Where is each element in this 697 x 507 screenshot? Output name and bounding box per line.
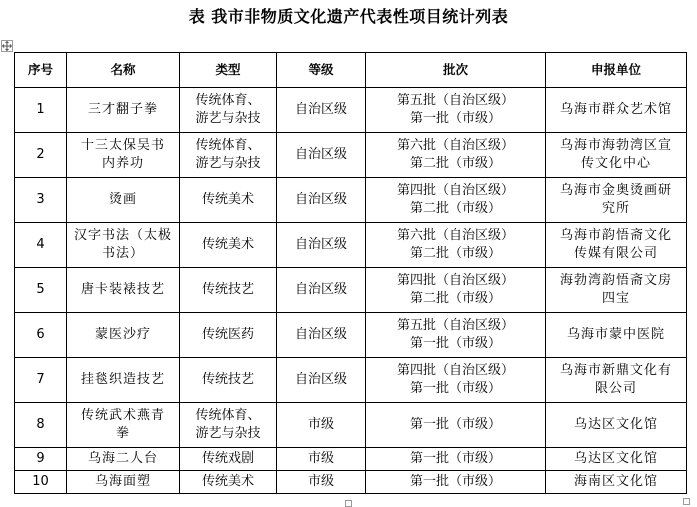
cell-name[interactable] [67, 268, 180, 313]
cell-name-line: 蒙医沙疗 [94, 327, 151, 342]
cell-name-line: 汉字书法（太极 [73, 228, 172, 243]
cell-unit-line: 传文化中心 [580, 156, 651, 171]
cell-name-line: 三才翻子拳 [87, 102, 158, 117]
cell-type[interactable] [180, 268, 277, 313]
cell-unit-line: 乌海市韵悟斋文化 [559, 228, 672, 243]
header-index: 序号 [15, 53, 67, 88]
cell-unit[interactable] [546, 403, 687, 448]
cell-level[interactable]: 自治区级 [277, 223, 366, 268]
cell-type-line: 传统体育、 [195, 408, 261, 423]
table-row [15, 358, 687, 403]
cell-batch[interactable] [366, 268, 546, 313]
cell-batch-line: 第六批（自治区级） [396, 228, 514, 243]
cell-unit[interactable] [546, 448, 687, 471]
cell-type-line: 游艺与杂技 [195, 156, 261, 171]
cell-type[interactable] [180, 403, 277, 448]
cell-level[interactable]: 自治区级 [277, 178, 366, 223]
cell-name-line: 乌海二人台 [87, 451, 158, 466]
cell-batch-line: 第二批（市级） [409, 291, 501, 306]
cell-name[interactable] [67, 313, 180, 358]
cell-type-line: 传统医药 [201, 327, 254, 342]
cell-batch-line: 第五批（自治区级） [396, 318, 514, 333]
cell-name[interactable] [67, 471, 180, 494]
cell-name-line: 乌海面塑 [94, 474, 151, 489]
cell-type-line: 传统美术 [201, 192, 254, 207]
cell-level[interactable]: 市级 [277, 448, 366, 471]
cell-name[interactable] [67, 358, 180, 403]
header-unit: 申报单位 [546, 53, 687, 88]
cell-unit-line: 限公司 [594, 381, 637, 396]
header-name: 名称 [67, 53, 180, 88]
table-row [15, 268, 687, 313]
table-header-row [15, 53, 687, 88]
cell-index[interactable]: 2 [15, 133, 67, 178]
cell-unit[interactable] [546, 471, 687, 494]
cell-name[interactable] [67, 178, 180, 223]
cell-unit[interactable] [546, 223, 687, 268]
cell-index[interactable]: 6 [15, 313, 67, 358]
cell-unit[interactable] [546, 88, 687, 133]
cell-type-line: 传统美术 [201, 237, 254, 252]
cell-batch[interactable] [366, 358, 546, 403]
header-level: 等级 [277, 53, 366, 88]
table-row [15, 88, 687, 133]
cell-type[interactable] [180, 358, 277, 403]
cell-unit-line: 海南区文化馆 [573, 474, 658, 489]
cell-unit[interactable] [546, 268, 687, 313]
cell-type-line: 传统戏剧 [201, 451, 254, 466]
cell-index[interactable]: 3 [15, 178, 67, 223]
cell-name-line: 内养功 [101, 156, 144, 171]
cell-type[interactable] [180, 223, 277, 268]
cell-batch[interactable] [366, 403, 546, 448]
table-move-handle-icon[interactable] [1, 40, 13, 52]
cell-unit-line: 乌海市蒙中医院 [566, 327, 665, 342]
cell-level[interactable]: 自治区级 [277, 358, 366, 403]
cell-unit-line: 乌达区文化馆 [573, 451, 658, 466]
cell-level[interactable]: 自治区级 [277, 313, 366, 358]
cell-batch-line: 第一批（市级） [409, 336, 501, 351]
cell-batch[interactable] [366, 88, 546, 133]
cell-unit-line: 乌达区文化馆 [573, 417, 658, 432]
cell-name-line: 唐卡装裱技艺 [80, 282, 165, 297]
cell-name[interactable] [67, 403, 180, 448]
cell-batch[interactable] [366, 313, 546, 358]
cell-batch-line: 第一批（市级） [409, 381, 501, 396]
cell-type-line: 游艺与杂技 [195, 111, 261, 126]
cell-unit-line: 乌海市海勃湾区宣 [559, 138, 672, 153]
header-type: 类型 [180, 53, 277, 88]
cell-unit[interactable] [546, 358, 687, 403]
cell-type-line: 传统体育、 [195, 93, 261, 108]
cell-type-line: 传统技艺 [201, 282, 254, 297]
cell-unit[interactable] [546, 133, 687, 178]
cell-batch-line: 第一批（市级） [409, 474, 501, 489]
cell-batch[interactable] [366, 223, 546, 268]
cell-batch[interactable] [366, 178, 546, 223]
cell-index[interactable]: 8 [15, 403, 67, 448]
cell-index[interactable]: 10 [15, 471, 67, 494]
table-row [15, 448, 687, 471]
cell-name[interactable] [67, 133, 180, 178]
cell-index[interactable]: 1 [15, 88, 67, 133]
document-title: 表 我市非物质文化遗产代表性项目统计列表 [188, 7, 509, 26]
table-row [15, 133, 687, 178]
cell-name-line: 书法） [101, 246, 144, 261]
cell-batch-line: 第六批（自治区级） [396, 138, 514, 153]
table-row [15, 223, 687, 268]
table-row [15, 403, 687, 448]
cell-unit-line: 究所 [601, 201, 630, 216]
cell-batch-line: 第一批（市级） [409, 451, 501, 466]
cell-level[interactable]: 自治区级 [277, 88, 366, 133]
cell-unit-line: 乌海市新鼎文化有 [559, 363, 672, 378]
cell-type-line: 传统美术 [201, 474, 254, 489]
cell-batch[interactable] [366, 133, 546, 178]
cell-type-line: 传统体育、 [195, 138, 261, 153]
cell-type[interactable] [180, 178, 277, 223]
cell-batch[interactable] [366, 471, 546, 494]
cell-batch-line: 第二批（市级） [409, 201, 501, 216]
cell-unit[interactable] [546, 313, 687, 358]
table-row [15, 313, 687, 358]
cell-type[interactable] [180, 88, 277, 133]
cell-name-line: 十三太保吴书 [80, 138, 165, 153]
cell-unit-line: 传媒有限公司 [573, 246, 658, 261]
cell-unit-line: 四宝 [601, 291, 630, 306]
cell-batch-line: 第一批（市级） [409, 417, 501, 432]
cell-name-line: 挂毯织造技艺 [80, 372, 165, 387]
cell-unit-line: 乌海市群众艺术馆 [559, 102, 672, 117]
cell-name-line: 烫画 [108, 192, 137, 207]
cell-type[interactable] [180, 313, 277, 358]
table-row [15, 178, 687, 223]
cell-batch-line: 第一批（市级） [409, 111, 501, 126]
table-resize-handle[interactable] [345, 500, 352, 507]
cell-level[interactable]: 自治区级 [277, 133, 366, 178]
cell-level[interactable]: 市级 [277, 471, 366, 494]
cell-batch-line: 第四批（自治区级） [396, 363, 514, 378]
cell-type[interactable] [180, 133, 277, 178]
cell-batch-line: 第四批（自治区级） [396, 183, 514, 198]
cell-level[interactable]: 市级 [277, 403, 366, 448]
cell-type[interactable] [180, 471, 277, 494]
table-corner-resize-handle[interactable] [683, 498, 690, 505]
cell-index[interactable]: 9 [15, 448, 67, 471]
cell-unit-line: 乌海市金奥烫画研 [559, 183, 672, 198]
cell-index[interactable]: 4 [15, 223, 67, 268]
cell-type-line: 传统技艺 [201, 372, 254, 387]
cell-name-line: 拳 [115, 426, 130, 441]
cell-batch-line: 第五批（自治区级） [396, 93, 514, 108]
cell-name-line: 传统武术燕青 [80, 408, 165, 423]
cell-unit-line: 海勃湾韵悟斋文房 [559, 273, 672, 288]
cell-name[interactable] [67, 223, 180, 268]
table-row [15, 471, 687, 494]
cell-batch-line: 第二批（市级） [409, 156, 501, 171]
cell-type-line: 游艺与杂技 [195, 426, 261, 441]
cell-batch-line: 第二批（市级） [409, 246, 501, 261]
cell-name[interactable] [67, 448, 180, 471]
cell-type[interactable] [180, 448, 277, 471]
cell-batch[interactable] [366, 448, 546, 471]
cell-index[interactable]: 7 [15, 358, 67, 403]
cell-batch-line: 第四批（自治区级） [396, 273, 514, 288]
header-batch: 批次 [366, 53, 546, 88]
heritage-table [14, 52, 687, 494]
cell-unit[interactable] [546, 178, 687, 223]
cell-name[interactable] [67, 88, 180, 133]
cell-level[interactable]: 自治区级 [277, 268, 366, 313]
cell-index[interactable]: 5 [15, 268, 67, 313]
